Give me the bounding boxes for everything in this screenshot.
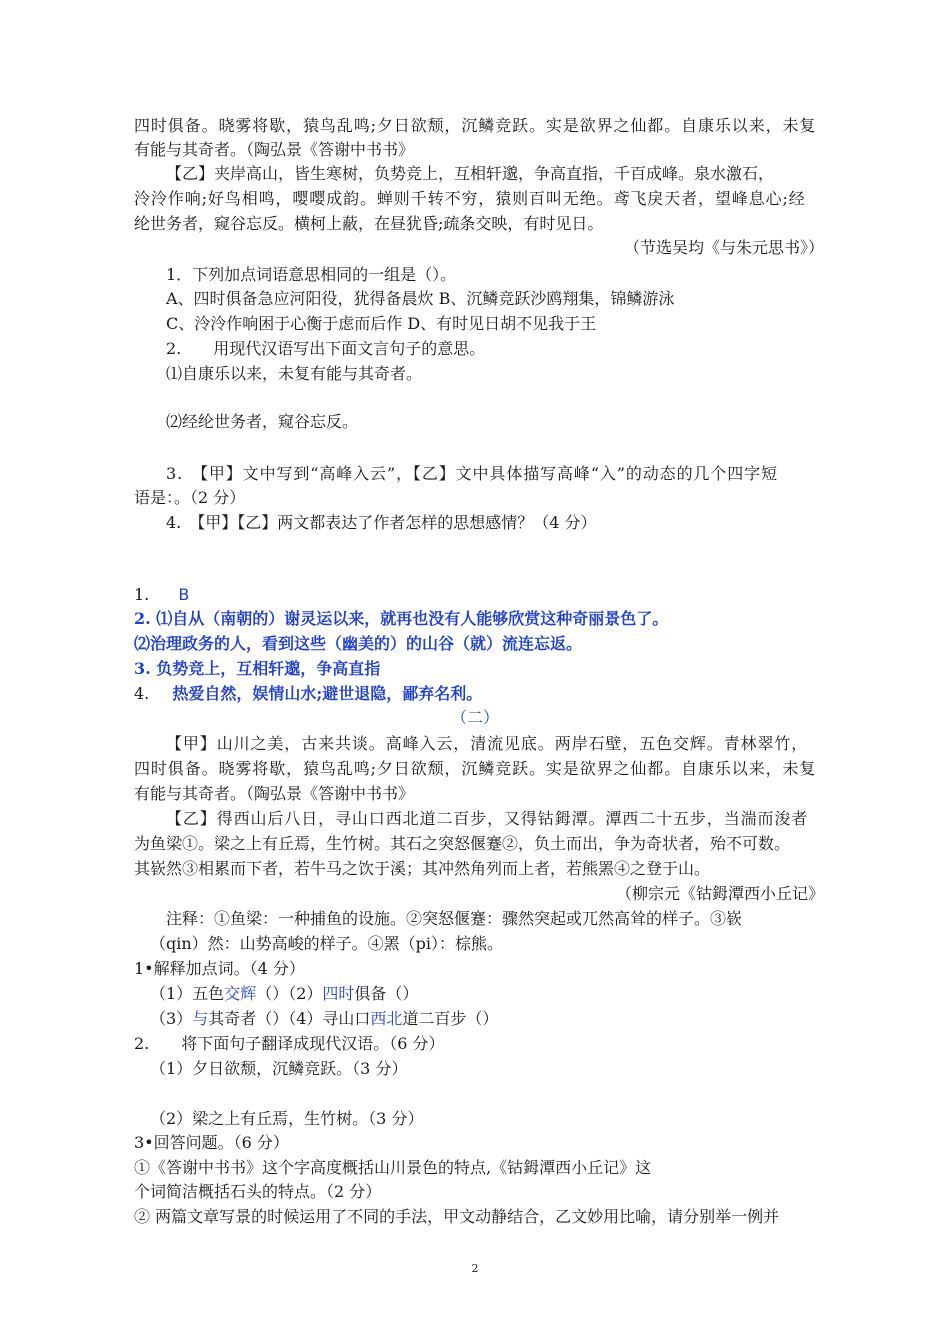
section2-jia-line: 有能与其奇者。（陶弘景《答谢中书书》 (134, 784, 415, 803)
dotted-word: 与 (192, 1009, 209, 1028)
answer-4 (134, 683, 482, 705)
q1-row2-text: （3） (150, 1009, 193, 1028)
section2-question-3-item-2-line: ② 两篇文章写景的时候运用了不同的手法，甲文动静结合，乙文妙用比喻，请分别举一例并 (134, 1207, 780, 1226)
q1-row2-text: 其奇者（）（4）寻山口 (208, 1009, 371, 1028)
answer-1 (134, 584, 189, 606)
section2-question-2-item-1: （1）夕日欲颓，沉鳞竞跃。（3 分） (150, 1059, 408, 1078)
section2-note-line: （qin）然：山势高峻的样子。④罴（pi）：棕熊。 (150, 934, 504, 953)
section2-question-3-item-1-line: ①《答谢中书书》这个字高度概括山川景色的特点,《钴鉧潭西小丘记》这 (134, 1158, 652, 1177)
section2-yi-line: 其嵚然③相累而下者，若牛马之饮于溪；其冲然角列而上者，若熊罴④之登于山。 (134, 859, 711, 878)
section2-question-3-item-1-line: 个词简洁概括石头的特点。（2 分） (134, 1182, 382, 1201)
q1-row1-text: （）（2） (256, 984, 323, 1003)
section2-question-1-row-2 (150, 1008, 498, 1030)
passage-yi-line: 纶世务者，窥谷忘反。横柯上蔽，在昼犹昏;疏条交映，有时见日。 (134, 214, 604, 233)
answer-3: 3. 负势竞上，互相轩邈，争高直指 (134, 659, 381, 678)
page-number: 2 (471, 1262, 479, 1275)
answer-4-number: 4. (134, 684, 150, 703)
answer-1-text: B (178, 585, 190, 604)
section2-question-3: 3•回答问题。（6 分） (134, 1133, 289, 1152)
section2-question-2: 2. 将下面句子翻译成现代汉语。（6 分） (134, 1034, 445, 1053)
passage-jia-line: 四时俱备。晓雾将歇，猿鸟乱鸣;夕日欲颓，沉鳞竞跃。实是欲界之仙都。自康乐以来，未复 (134, 116, 817, 135)
passage-yi-line: 泠泠作响;好鸟相鸣，嘤嘤成韵。蝉则千转不穷，猿则百叫无绝。鸢飞戾天者，望峰息心;经 (134, 189, 806, 208)
question-2: 2. 用现代汉语写出下面文言句子的意思。 (166, 339, 486, 358)
question-1: 1．下列加点词语意思相同的一组是（）。 (166, 265, 457, 284)
question-1-options-ab: A、四时俱备急应河阳役，犹得备晨炊 B、沉鳞竞跃沙鸥翔集，锦鳞游泳 (166, 289, 675, 308)
question-3-line: 语是：。（2 分） (134, 488, 246, 507)
section2-yi-source: （柳宗元《钴鉧潭西小丘记》 (615, 884, 824, 903)
q1-row1-text: 俱备（） (354, 984, 419, 1003)
section-heading: （二） (450, 708, 499, 727)
section2-jia-line: 【甲】山川之美，古来共谈。高峰入云，清流见底。两岸石壁，五色交辉。青林翠竹， (166, 734, 809, 753)
dotted-word: 四时 (322, 984, 355, 1003)
dotted-word: 西北 (370, 1009, 403, 1028)
section2-question-1: 1•解释加点词。（4 分） (134, 959, 305, 978)
answer-2-item-2: ⑵治理政务的人，看到这些（幽美的）的山谷（就）流连忘返。 (134, 634, 583, 653)
question-4: 4. 【甲】【乙】两文都表达了作者怎样的思想感情？（4 分） (166, 513, 597, 532)
answer-1-number: 1. (134, 585, 150, 604)
question-2-item-2: ⑵经纶世务者，窥谷忘反。 (166, 412, 359, 431)
answer-2-item-1: 2. ⑴自从（南朝的）谢灵运以来，就再也没有人能够欣赏这种奇丽景色了。 (134, 609, 669, 628)
passage-jia-line: 有能与其奇者。（陶弘景《答谢中书书》 (134, 140, 415, 159)
section2-jia-line: 四时俱备。晓雾将歇，猿鸟乱鸣;夕日欲颓，沉鳞竞跃。实是欲界之仙都。自康乐以来，未复 (134, 759, 817, 778)
passage-yi-source: （节选吴均《与朱元思书》） (623, 238, 824, 257)
section2-note-line: 注释：①鱼梁：一种捕鱼的设施。②突怒偃蹇：骤然突起或兀然高耸的样子。③嵚 (166, 909, 743, 928)
passage-yi-line: 【乙】夹岸高山，皆生寒树，负势竞上，互相轩邈，争高直指，千百成峰。泉水激石， (166, 164, 775, 183)
q1-row1-text: （1）五色 (150, 984, 225, 1003)
q1-row2-text: 道二百步（） (402, 1009, 499, 1028)
dotted-word: 交辉 (224, 984, 257, 1003)
section2-yi-line: 为鱼梁①。梁之上有丘焉，生竹树。其石之突怒偃蹇②，负土而出，争为奇状者，殆不可数。 (134, 834, 791, 853)
question-3-line: 3. 【甲】文中写到“高峰入云”，【乙】文中具体描写高峰“入”的动态的几个四字短 (166, 464, 778, 483)
section2-yi-line: 【乙】得西山后八日，寻山口西北道二百步，又得钴鉧潭。潭西二十五步，当湍而浚者 (166, 809, 809, 828)
question-2-item-1: ⑴自康乐以来，未复有能与其奇者。 (166, 364, 423, 383)
section2-question-2-item-2: （2）梁之上有丘焉，生竹树。（3 分） (150, 1109, 424, 1128)
answer-4-text: 热爱自然，娱情山水;避世退隐，鄙弃名利。 (172, 684, 483, 703)
section2-question-1-row-1 (150, 983, 418, 1005)
question-1-options-cd: C、泠泠作响困于心衡于虑而后作 D、有时见日胡不见我于王 (166, 314, 597, 333)
